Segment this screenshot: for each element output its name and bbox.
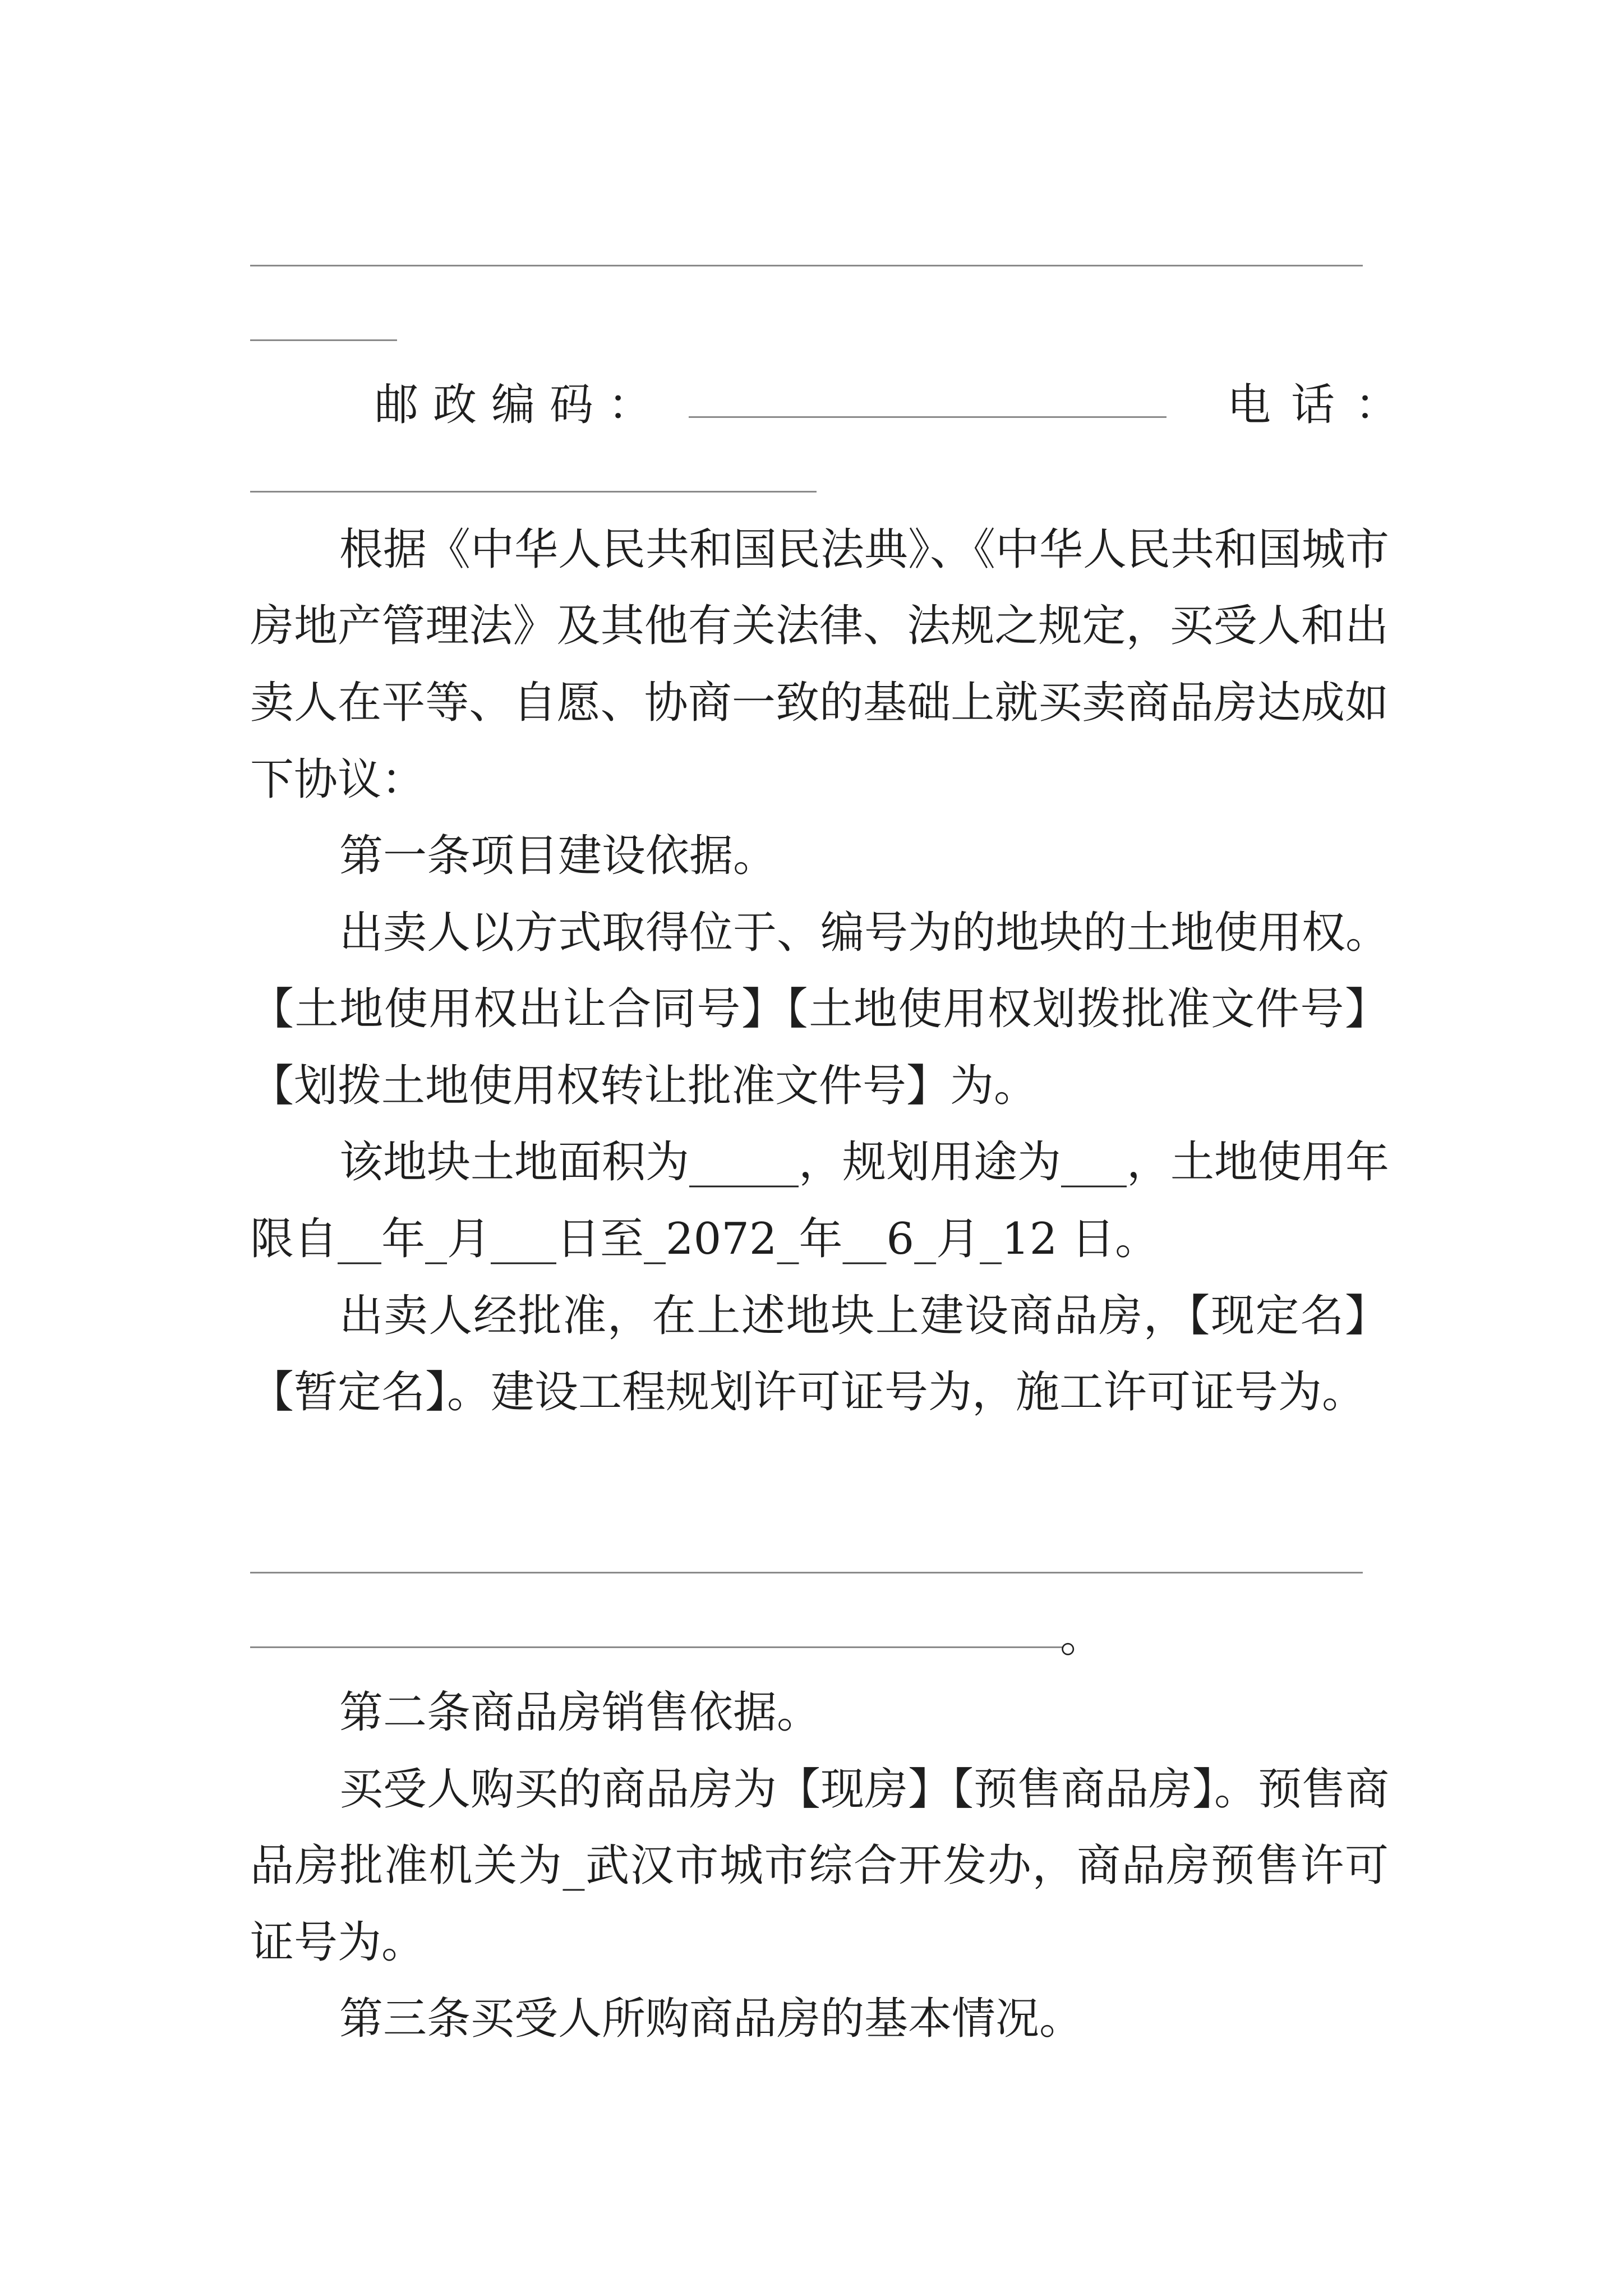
preamble-line-2: 房地产管理法》及其他有关法律、法规之规定，买受人和出 <box>250 601 1389 651</box>
article-1-p2-line-2: 限自__年_月___日至_2072_年__6_月_12 日。 <box>250 1214 1159 1264</box>
phone-blank <box>250 491 817 493</box>
article-2-p1-line-2: 品房批准机关为_武汉市城市综合开发办，商品房预售许可 <box>250 1841 1389 1891</box>
article-1-p1-line-1: 出卖人以方式取得位于、编号为的地块的土地使用权。 <box>339 908 1390 958</box>
preamble-line-3: 卖人在平等、自愿、协商一致的基础上就买卖商品房达成如 <box>250 678 1389 728</box>
blank-line-remarks-cont <box>250 1646 1063 1648</box>
postal-code-label: 邮政编码： <box>375 380 667 430</box>
blank-line-address-cont <box>250 339 397 341</box>
article-1-p3-line-1: 出卖人经批准，在上述地块上建设商品房，【现定名】 <box>339 1291 1389 1341</box>
blank-line-address <box>250 265 1363 266</box>
blank-line-remarks <box>250 1572 1363 1573</box>
article-3-title: 第三条买受人所购商品房的基本情况。 <box>339 1994 1083 2044</box>
article-1-p3-line-2: 【暂定名】。建设工程规划许可证号为，施工许可证号为。 <box>250 1367 1366 1418</box>
blank-line-end-mark: 。 <box>1060 1612 1104 1662</box>
article-1-p2-line-1: 该地块土地面积为_____，规划用途为___，土地使用年 <box>339 1137 1390 1188</box>
article-2-title: 第二条商品房销售依据。 <box>339 1687 821 1738</box>
preamble-line-4: 下协议： <box>250 754 426 805</box>
article-2-p1-line-1: 买受人购买的商品房为【现房】【预售商品房】。预售商 <box>339 1764 1390 1815</box>
article-1-p1-line-3: 【划拨土地使用权转让批准文件号】为。 <box>250 1061 1038 1111</box>
article-2-p1-line-3: 证号为。 <box>250 1917 426 1968</box>
postal-code-blank <box>689 416 1166 418</box>
article-1-title: 第一条项目建设依据。 <box>339 831 777 881</box>
preamble-line-1: 根据《中华人民共和国民法典》、《中华人民共和国城市 <box>339 524 1390 575</box>
article-1-p1-line-2: 【土地使用权出让合同号】【土地使用权划拨批准文件号】 <box>250 984 1389 1034</box>
phone-label: 电话： <box>1227 380 1419 430</box>
